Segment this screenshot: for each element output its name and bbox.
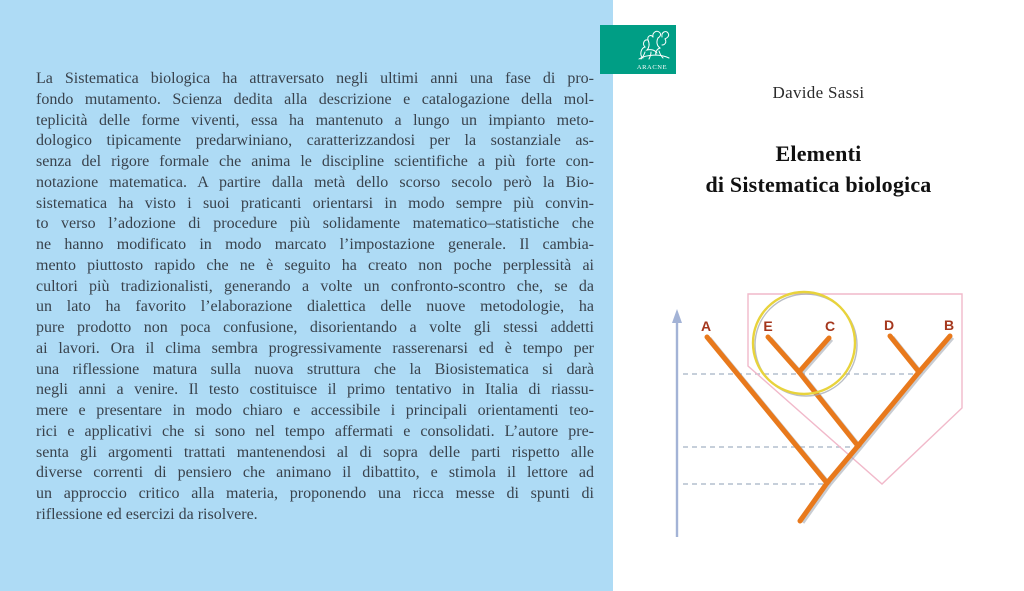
root-branch	[800, 483, 827, 521]
tip-label-B: B	[943, 317, 955, 333]
tip-label-C: C	[824, 318, 836, 334]
blurb-line: negli anni a venire. Il testo costituisce il primo tentativo in Italia di riassu-	[36, 381, 594, 399]
title-line-1: Elementi	[775, 141, 862, 166]
branch-ECDB-stem	[827, 446, 858, 483]
axis-arrowhead-icon	[672, 309, 682, 323]
blurb-line: senta gli argomenti trattati mantenendosi al di sopra delle parti rispetto alle	[36, 443, 594, 461]
blurb-line: cultori più tradizionalisti, generando a volte un confronto-scontro che, se da	[36, 277, 594, 295]
blurb-line: mento piuttosto rapido che ne è seguito ha creato non poche perplessità ai	[36, 256, 594, 274]
blurb-line: senza del rigore formale che anima le discipline scientifiche a più forte con-	[36, 153, 594, 170]
publisher-name: ARACNE	[636, 64, 668, 71]
blurb-line: dologico tipicamente predarwiniano, caratterizzandosi per la sostanziale as-	[36, 132, 594, 150]
blurb-line: pure prodotto non poca confusione, disorientando a volte gli stessi addetti	[36, 319, 594, 336]
blurb-line: un approccio critico alla materia, proponendo una ricca messe di spunti di	[36, 485, 594, 502]
title-line-2: di Sistematica biologica	[705, 172, 932, 197]
blurb-line: riflessione ed esercizi da risolvere.	[36, 505, 258, 523]
branch-C	[799, 338, 829, 372]
blurb-line: mere e presentare in modo chiaro e accessibile i principali orientamenti teo-	[36, 402, 594, 419]
author-name: Davide Sassi	[772, 83, 865, 102]
branch-EC-stem	[799, 372, 858, 446]
blurb-line: ne hanno modificato in modo marcato l’impostazione generale. Il cambia-	[36, 236, 594, 253]
back-cover-text	[36, 69, 594, 526]
blurb-line: rici e applicativi che si sono nel tempo affermati e consolidati. L’autore pre-	[36, 422, 594, 440]
blurb-line: una riflessione matura sulla nuova struttura che la Biosistematica si darà	[36, 360, 594, 378]
book-title	[613, 138, 1024, 200]
blurb-line: un lato ha favorito l’elaborazione dialettica delle nuove metodologie, ha	[36, 298, 594, 316]
blurb-line: fondo mutamento. Scienza dedita alla descrizione e catalogazione della mol-	[36, 90, 594, 108]
blurb-line: La Sistematica biologica ha attraversato negli ultimi anni una fase di pro-	[36, 70, 594, 87]
time-axis	[672, 309, 682, 537]
branch-E	[768, 337, 799, 372]
blurb-line: diverse correnti di pensiero che animano il dibattito, e stimola il lettore ad	[36, 464, 594, 482]
tip-label-D: D	[883, 317, 895, 333]
blurb-line: ai lavori. Ora il clima sembra progressivamente rasserenarsi ed è tempo per	[36, 339, 594, 357]
tree-branches	[707, 336, 950, 521]
node-depth-dashed-lines	[683, 374, 919, 484]
blurb-line: notazione matematica. A partire dalla metà dello scorso secolo però la Bio-	[36, 173, 594, 191]
branch-D	[890, 336, 919, 372]
tip-label-E: E	[763, 318, 773, 334]
blurb-line: teplicità delle forme viventi, essa ha mantenuto a lungo un impianto meto-	[36, 111, 594, 129]
blurb-line: sistematica ha visto i suoi praticanti orientarsi in modo sempre più convin-	[36, 194, 594, 212]
blurb-line: to verso l’adozione di procedure più solidamente matematico–statistiche che	[36, 215, 594, 233]
cladogram-diagram	[660, 278, 1008, 573]
branch-DB-stem	[858, 372, 919, 446]
branch-B	[919, 336, 950, 372]
tip-label-A: A	[700, 318, 712, 334]
